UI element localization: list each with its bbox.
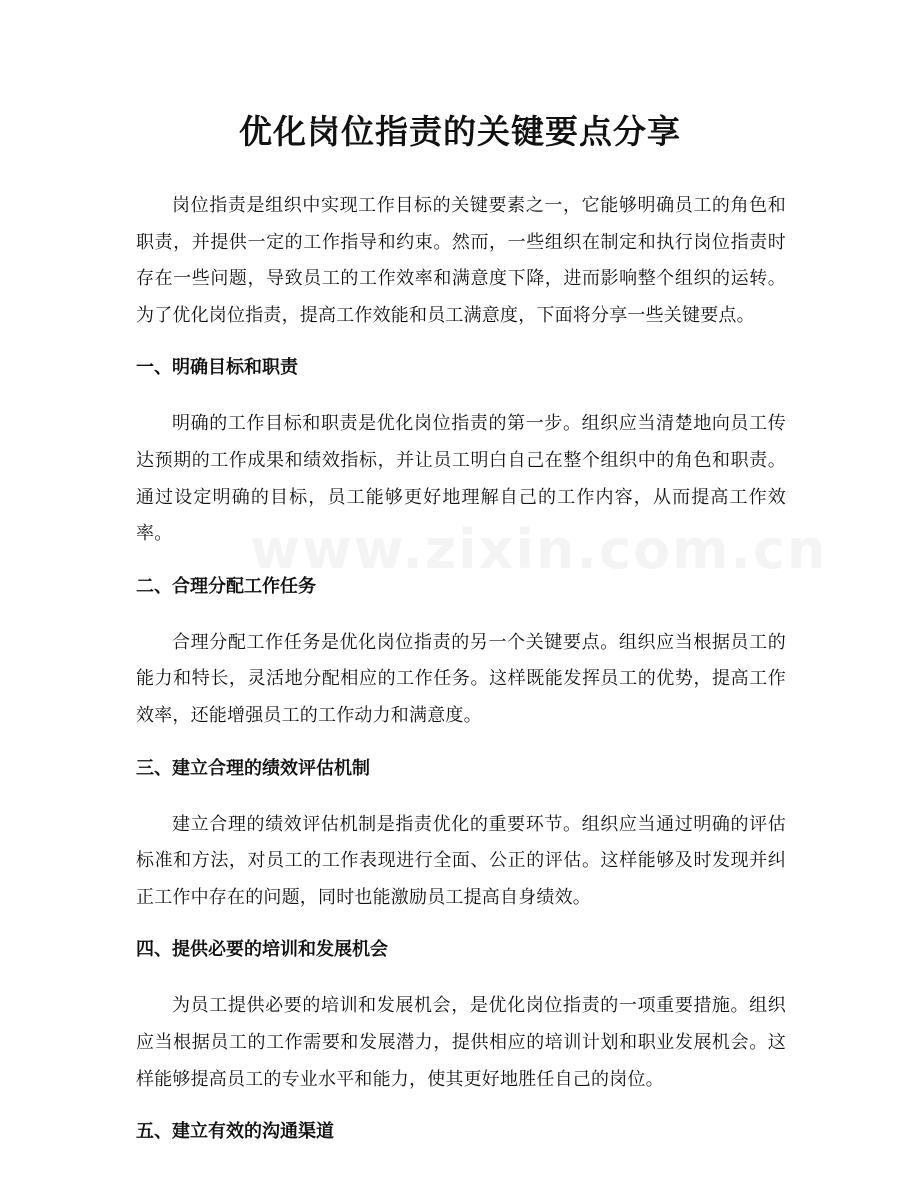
section-paragraph-1: 明确的工作目标和职责是优化岗位指责的第一步。组织应当清楚地向员工传达预期的工作成果和绩效指标，并让员工明白自己在整个组织中的角色和职责。通过设定明确的目标，员工能够更好地理解自己的工作内容，从而提高工作效率。 <box>136 413 786 545</box>
section-paragraph-2: 合理分配工作任务是优化岗位指责的另一个关键要点。组织应当根据员工的能力和特长，灵活地分配相应的工作任务。这样既能发挥员工的优势，提高工作效率，还能增强员工的工作动力和满意度。 <box>136 631 786 726</box>
section-heading-5: 五、建立有效的沟通渠道 <box>136 1121 334 1143</box>
document-body <box>136 188 828 1148</box>
intro-paragraph: 岗位指责是组织中实现工作目标的关键要素之一，它能够明确员工的角色和职责，并提供一定的工作指导和约束。然而，一些组织在制定和执行岗位指责时存在一些问题，导致员工的工作效率和满意度下降，进而影响整个组织的运转。为了优化岗位指责，提高工作效能和员工满意度，下面将分享一些关键要点。 <box>136 195 786 326</box>
watermark: www.zixin.com.cn <box>250 518 828 581</box>
section-heading-4: 四、提供必要的培训和发展机会 <box>136 939 388 961</box>
document-title: 优化岗位指责的关键要点分享 <box>239 112 681 151</box>
section-paragraph-3: 建立合理的绩效评估机制是指责优化的重要环节。组织应当通过明确的评估标准和方法，对员工的工作表现进行全面、公正的评估。这样能够及时发现并纠正工作中存在的问题，同时也能激励员工提高自身绩效。 <box>136 813 786 908</box>
section-heading-2: 二、合理分配工作任务 <box>136 575 316 597</box>
section-heading-1: 一、明确目标和职责 <box>136 357 298 379</box>
section-heading-3: 三、建立合理的绩效评估机制 <box>136 757 370 779</box>
section-paragraph-4: 为员工提供必要的培训和发展机会，是优化岗位指责的一项重要措施。组织应当根据员工的工作需要和发展潜力，提供相应的培训计划和职业发展机会。这样能够提高员工的专业水平和能力，使其更好地胜任自己的岗位。 <box>136 995 786 1090</box>
